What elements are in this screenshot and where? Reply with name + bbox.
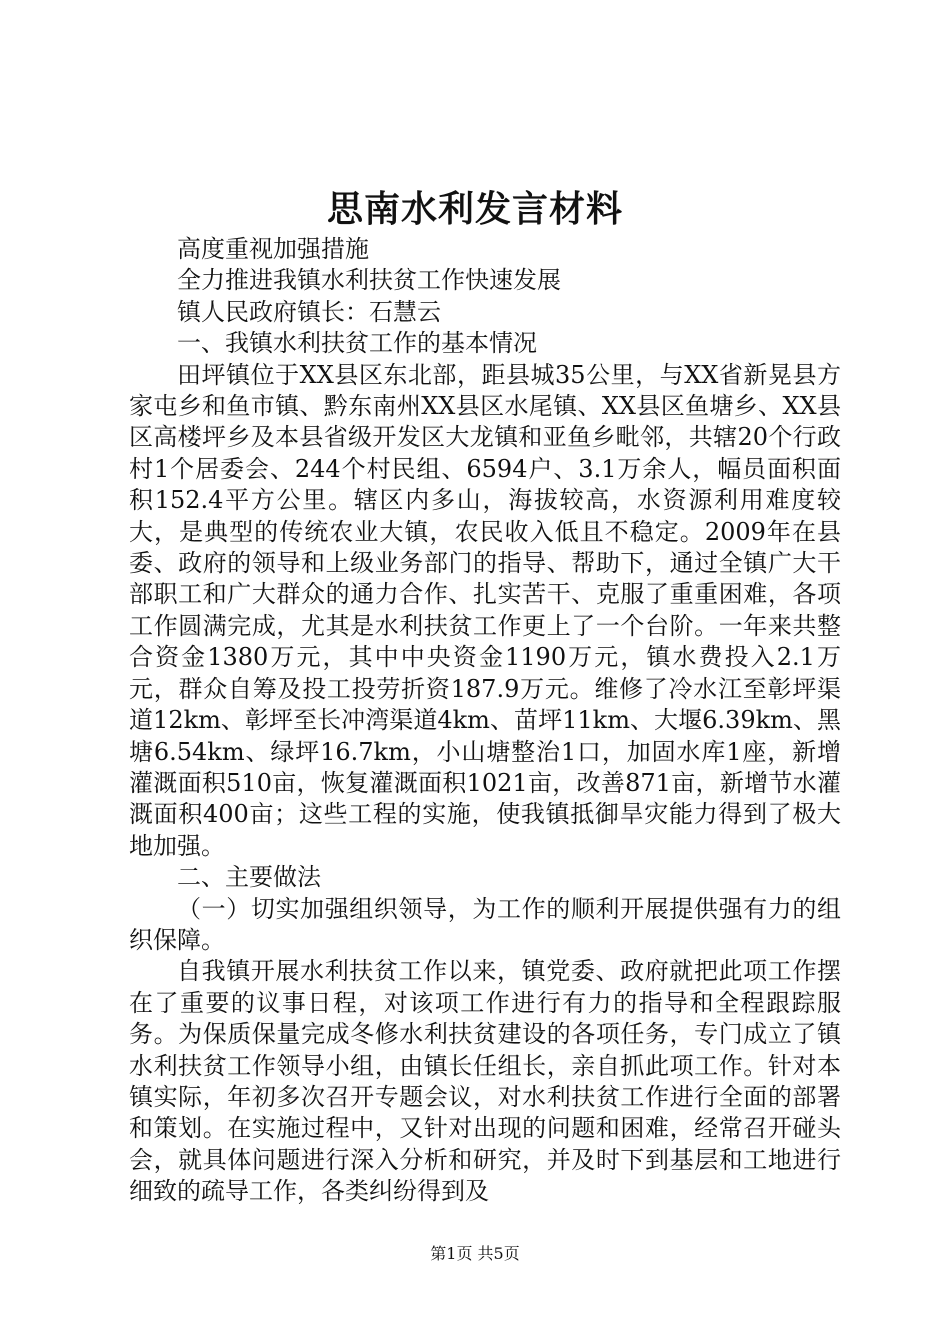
- page-number-footer: 第1页 共5页: [430, 1244, 520, 1263]
- subtitle-line-2: 全力推进我镇水利扶贫工作快速发展: [177, 266, 561, 295]
- section-heading-1: 一、我镇水利扶贫工作的基本情况: [177, 329, 537, 358]
- author-line: 镇人民政府镇长：石慧云: [177, 297, 441, 326]
- document-body: [129, 234, 841, 1208]
- subtitle-line-1: 高度重视加强措施: [177, 235, 369, 263]
- paragraph-basic-situation: 田坪镇位于XX县区东北部，距县城35公里，与XX省新晃县方家屯乡和鱼市镇、黔东南州XX县区水尾镇、XX县区鱼塘乡、XX县区高楼坪乡及本县省级开发区大龙镇和亚鱼乡毗邻，共辖20个行政村1个居委会、244个村民组、6594户、3.1万余人，幅员面积面积152.4平方公里。辖区内多山，海拔较高，水资源利用难度较大，是典型的传统农业大镇，农民收入低且不稳定。2009年在县委、政府的领导和上级业务部门的指导、帮助下，通过全镇广大干部职工和广大群众的通力合作、扎实苦干、克服了重重困难，各项工作圆满完成，尤其是水利扶贫工作更上了一个台阶。一年来共整合资金1380万元，其中中央资金1190万元，镇水费投入2.1万元，群众自筹及投工投劳折资187.9万元。维修了冷水江至彰坪渠道12km、彰坪至长冲湾渠道4km、苗坪11km、大堰6.39km、黑塘6.54km、绿坪16.7km，小山塘整治1口，加固水库1座，新增灌溉面积510亩，恢复灌溉面积1021亩，改善871亩，新增节水灌溉面积400亩；这些工程的实施，使我镇抵御旱灾能力得到了极大地加强。: [129, 360, 841, 860]
- paragraph-organization: 自我镇开展水利扶贫工作以来，镇党委、政府就把此项工作摆在了重要的议事日程，对该项工作进行有力的指导和全程跟踪服务。为保质保量完成冬修水利扶贫建设的各项任务，专门成立了镇水利扶贫工作领导小组，由镇长任组长，亲自抓此项工作。针对本镇实际，年初多次召开专题会议，对水利扶贫工作进行全面的部署和策划。在实施过程中，又针对出现的问题和困难，经常召开碰头会，就具体问题进行深入分析和研究，并及时下到基层和工地进行细致的疏导工作，各类纠纷得到及: [129, 957, 841, 1206]
- subsection-heading-2-1: （一）切实加强组织领导，为工作的顺利开展提供强有力的组织保障。: [129, 894, 841, 954]
- document-title: 思南水利发言材料: [326, 188, 623, 230]
- section-heading-2: 二、主要做法: [177, 863, 321, 892]
